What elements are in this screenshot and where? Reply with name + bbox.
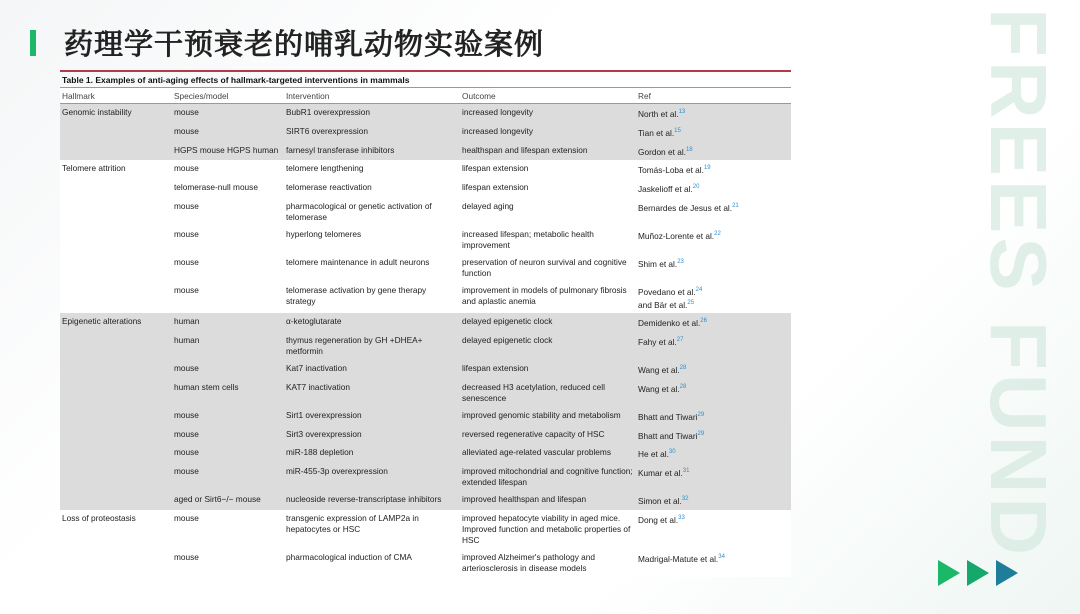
intervention-cell: pharmacological or genetic activation of telomerase — [284, 198, 460, 226]
ref-number: 31 — [682, 468, 690, 475]
intervention-cell: α-ketoglutarate — [284, 313, 460, 332]
ref-cell — [636, 104, 791, 123]
arrow-icon — [996, 560, 1018, 586]
ref-text: Demidenko et al. — [638, 318, 701, 329]
ref-text: and Bär et al. — [638, 299, 688, 310]
ref-text: Bhatt and Tiwari — [638, 430, 698, 441]
table-row — [60, 407, 791, 426]
intervention-cell: farnesyl transferase inhibitors — [284, 142, 460, 161]
ref-number: 26 — [700, 318, 707, 325]
hallmark-cell — [60, 282, 172, 314]
ref-text: North et al. — [638, 108, 679, 119]
ref-number: 18 — [685, 146, 693, 153]
ref-cell — [636, 407, 791, 426]
ref-cell — [636, 426, 791, 445]
ref-text: Fahy et al. — [638, 336, 677, 347]
table-row — [60, 491, 791, 510]
intervention-cell: KAT7 inactivation — [284, 379, 460, 407]
table-row — [60, 379, 791, 407]
header-ref: Ref — [636, 88, 791, 104]
hallmark-cell — [60, 142, 172, 161]
table-row — [60, 226, 791, 254]
ref-cell — [636, 491, 791, 510]
ref-number: 15 — [674, 127, 681, 134]
hallmark-cell — [60, 549, 172, 577]
ref-number: 28 — [679, 383, 687, 390]
ref-cell — [636, 549, 791, 577]
ref-number: 25 — [687, 299, 695, 306]
hallmark-cell — [60, 198, 172, 226]
intervention-cell: telomerase reactivation — [284, 179, 460, 198]
ref-text: Simon et al. — [638, 495, 682, 506]
intervention-cell: Sirt3 overexpression — [284, 426, 460, 445]
table-body — [60, 104, 791, 577]
hallmark-cell — [60, 123, 172, 142]
table-row — [60, 463, 791, 491]
slide-title: 药理学干预衰老的哺乳动物实验案例 — [64, 27, 545, 61]
outcome-cell: delayed epigenetic clock — [460, 332, 636, 360]
species-cell: telomerase-null mouse — [172, 179, 284, 198]
ref-number: 27 — [676, 337, 684, 344]
ref-text: He et al. — [638, 449, 669, 460]
outcome-cell: improvement in models of pulmonary fibrosis and aplastic anemia — [460, 282, 636, 314]
intervention-cell: miR-455-3p overexpression — [284, 463, 460, 491]
table-row — [60, 198, 791, 226]
intervention-cell: thymus regeneration by GH +DHEA+ metformin — [284, 332, 460, 360]
header-intervention: Intervention — [284, 88, 460, 104]
ref-number: 24 — [695, 286, 703, 293]
hallmark-cell — [60, 332, 172, 360]
outcome-cell: preservation of neuron survival and cognitive function — [460, 254, 636, 282]
outcome-cell: improved hepatocyte viability in aged mice. Improved function and metabolic properties of HSC — [460, 510, 636, 549]
species-cell: mouse — [172, 254, 284, 282]
table-row — [60, 549, 791, 577]
ref-text: Madrigal-Matute et al. — [638, 553, 719, 564]
title-accent-bar — [30, 30, 36, 56]
table-row — [60, 123, 791, 142]
hallmark-cell — [60, 463, 172, 491]
ref-number: 29 — [697, 430, 705, 437]
ref-text: Povedano et al. — [638, 286, 696, 297]
outcome-cell: improved mitochondrial and cognitive function; extended lifespan — [460, 463, 636, 491]
table-row — [60, 444, 791, 463]
species-cell: mouse — [172, 360, 284, 379]
arrow-icon — [967, 560, 989, 586]
table-row — [60, 360, 791, 379]
intervention-cell: nucleoside reverse-transcriptase inhibitors — [284, 491, 460, 510]
outcome-cell: improved Alzheimer's pathology and arteriosclerosis in disease models — [460, 549, 636, 577]
table-row — [60, 282, 791, 314]
outcome-cell: lifespan extension — [460, 179, 636, 198]
data-table — [60, 87, 791, 577]
ref-number: 32 — [681, 496, 689, 503]
hallmark-cell — [60, 407, 172, 426]
table-row — [60, 426, 791, 445]
ref-cell — [636, 198, 791, 226]
table-caption: Table 1. Examples of anti-aging effects of hallmark-targeted interventions in mammals — [60, 70, 791, 87]
ref-cell — [636, 360, 791, 379]
outcome-cell: improved healthspan and lifespan — [460, 491, 636, 510]
outcome-cell: improved genomic stability and metabolism — [460, 407, 636, 426]
table-header-row — [60, 88, 791, 104]
outcome-cell: increased longevity — [460, 123, 636, 142]
hallmark-cell: Loss of proteostasis — [60, 510, 172, 549]
intervention-cell: SIRT6 overexpression — [284, 123, 460, 142]
outcome-cell: increased longevity — [460, 104, 636, 123]
hallmark-cell — [60, 379, 172, 407]
next-arrows — [938, 560, 1038, 590]
ref-text: Muñoz-Lorente et al. — [638, 230, 715, 241]
ref-cell — [636, 332, 791, 360]
ref-cell — [636, 313, 791, 332]
ref-cell — [636, 510, 791, 549]
table-row — [60, 160, 791, 179]
ref-number: 33 — [678, 514, 685, 521]
outcome-cell: alleviated age-related vascular problems — [460, 444, 636, 463]
ref-number: 19 — [703, 165, 711, 172]
ref-cell — [636, 123, 791, 142]
species-cell: mouse — [172, 407, 284, 426]
species-cell: human — [172, 313, 284, 332]
header-outcome: Outcome — [460, 88, 636, 104]
ref-text: Wang et al. — [638, 364, 680, 375]
ref-cell — [636, 142, 791, 161]
header-hallmark: Hallmark — [60, 88, 172, 104]
ref-text: Jaskelioff et al. — [638, 183, 693, 194]
ref-number: 28 — [679, 365, 687, 372]
intervention-cell: Sirt1 overexpression — [284, 407, 460, 426]
table-row — [60, 510, 791, 549]
outcome-cell: reversed regenerative capacity of HSC — [460, 426, 636, 445]
intervention-cell: telomerase activation by gene therapy strategy — [284, 282, 460, 314]
watermark-text: FREES FUND — [974, 8, 1063, 560]
ref-cell — [636, 444, 791, 463]
table-container — [60, 70, 791, 577]
ref-text: Bhatt and Tiwari — [638, 411, 698, 422]
species-cell: mouse — [172, 444, 284, 463]
table-row — [60, 332, 791, 360]
table-row — [60, 104, 791, 123]
outcome-cell: lifespan extension — [460, 360, 636, 379]
outcome-cell: lifespan extension — [460, 160, 636, 179]
hallmark-cell — [60, 491, 172, 510]
outcome-cell: healthspan and lifespan extension — [460, 142, 636, 161]
hallmark-cell — [60, 426, 172, 445]
species-cell: human — [172, 332, 284, 360]
species-cell: mouse — [172, 549, 284, 577]
ref-cell — [636, 254, 791, 282]
species-cell: aged or Sirt6−/− mouse — [172, 491, 284, 510]
species-cell: mouse — [172, 510, 284, 549]
ref-text: Wang et al. — [638, 383, 680, 394]
species-cell: mouse — [172, 226, 284, 254]
intervention-cell: telomere maintenance in adult neurons — [284, 254, 460, 282]
ref-number: 23 — [677, 258, 684, 265]
ref-number: 22 — [714, 230, 721, 237]
header-species: Species/model — [172, 88, 284, 104]
outcome-cell: delayed aging — [460, 198, 636, 226]
hallmark-cell — [60, 179, 172, 198]
hallmark-cell: Genomic instability — [60, 104, 172, 123]
species-cell: mouse — [172, 282, 284, 314]
ref-text: Shim et al. — [638, 258, 678, 269]
ref-cell — [636, 379, 791, 407]
species-cell: human stem cells — [172, 379, 284, 407]
species-cell: mouse — [172, 123, 284, 142]
ref-text: Bernardes de Jesus et al. — [638, 202, 733, 213]
intervention-cell: Kat7 inactivation — [284, 360, 460, 379]
table-row — [60, 313, 791, 332]
ref-cell — [636, 282, 791, 314]
table-row — [60, 179, 791, 198]
hallmark-cell — [60, 254, 172, 282]
table-row — [60, 254, 791, 282]
species-cell: mouse — [172, 104, 284, 123]
arrow-icon — [938, 560, 960, 586]
intervention-cell: transgenic expression of LAMP2a in hepatocytes or HSC — [284, 510, 460, 549]
species-cell: mouse — [172, 463, 284, 491]
ref-text: Tian et al. — [638, 127, 675, 138]
ref-cell — [636, 160, 791, 179]
ref-text: Tomás-Loba et al. — [638, 165, 704, 176]
species-cell: mouse — [172, 426, 284, 445]
hallmark-cell: Epigenetic alterations — [60, 313, 172, 332]
ref-text: Kumar et al. — [638, 467, 683, 478]
ref-text: Gordon et al. — [638, 146, 686, 157]
intervention-cell: miR-188 depletion — [284, 444, 460, 463]
ref-cell — [636, 463, 791, 491]
ref-cell — [636, 226, 791, 254]
ref-text: Dong et al. — [638, 514, 679, 525]
intervention-cell: telomere lengthening — [284, 160, 460, 179]
outcome-cell: increased lifespan; metabolic health improvement — [460, 226, 636, 254]
intervention-cell: pharmacological induction of CMA — [284, 549, 460, 577]
hallmark-cell — [60, 360, 172, 379]
outcome-cell: decreased H3 acetylation, reduced cell senescence — [460, 379, 636, 407]
ref-cell — [636, 179, 791, 198]
species-cell: mouse — [172, 160, 284, 179]
ref-number: 21 — [732, 202, 739, 209]
species-cell: mouse — [172, 198, 284, 226]
hallmark-cell — [60, 444, 172, 463]
table-row — [60, 142, 791, 161]
hallmark-cell: Telomere attrition — [60, 160, 172, 179]
ref-number: 20 — [692, 184, 700, 191]
outcome-cell: delayed epigenetic clock — [460, 313, 636, 332]
ref-number: 29 — [697, 411, 705, 418]
intervention-cell: hyperlong telomeres — [284, 226, 460, 254]
intervention-cell: BubR1 overexpression — [284, 104, 460, 123]
ref-number: 30 — [668, 449, 676, 456]
ref-number: 13 — [678, 109, 686, 115]
species-cell: HGPS mouse HGPS human — [172, 142, 284, 161]
ref-number: 34 — [718, 553, 725, 560]
hallmark-cell — [60, 226, 172, 254]
